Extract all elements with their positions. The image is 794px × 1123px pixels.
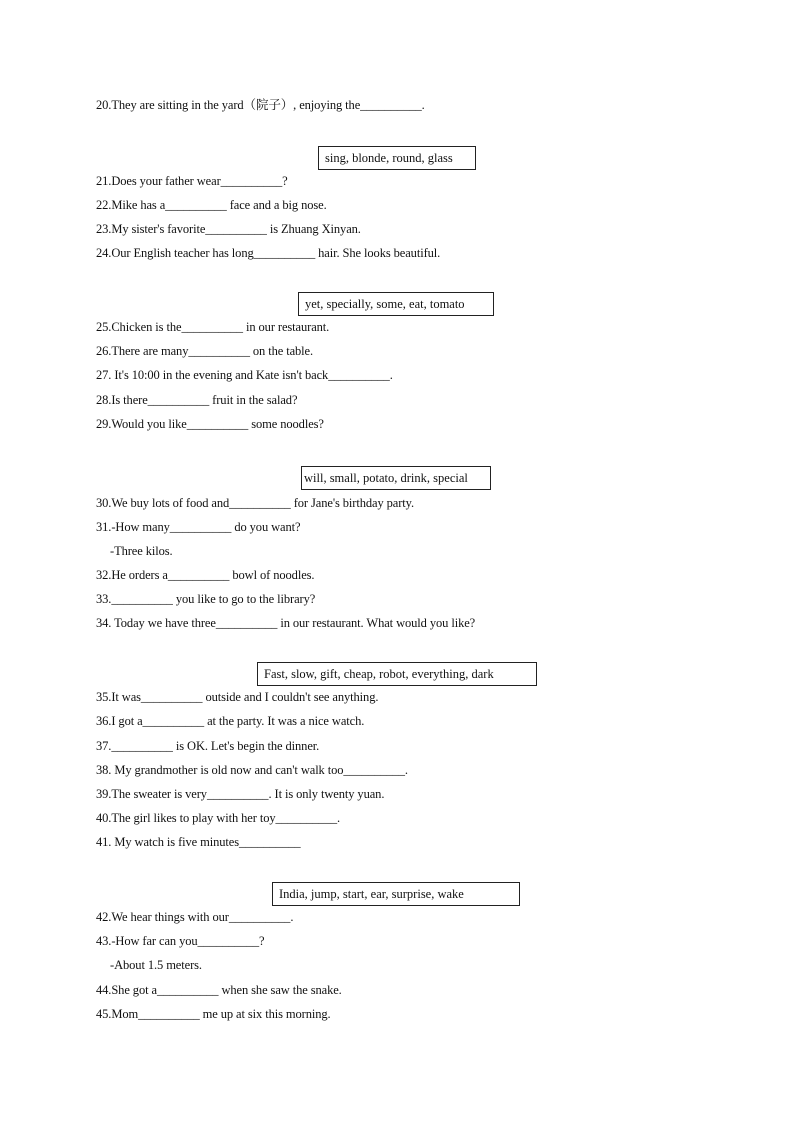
question-43: 43.-How far can you__________?	[96, 934, 265, 948]
question-37: 37.__________ is OK. Let's begin the dinner.	[96, 739, 320, 753]
word-bank-box-2: yet, specially, some, eat, tomato	[298, 292, 494, 316]
question-40: 40.The girl likes to play with her toy__________.	[96, 811, 341, 825]
word-bank-box-5: India, jump, start, ear, surprise, wake	[272, 882, 520, 906]
question-33: 33.__________ you like to go to the library?	[96, 592, 316, 606]
question-25: 25.Chicken is the__________ in our restaurant.	[96, 320, 330, 334]
question-26: 26.There are many__________ on the table.	[96, 344, 314, 358]
question-44: 44.She got a__________ when she saw the snake.	[96, 983, 342, 997]
question-42: 42.We hear things with our__________.	[96, 910, 294, 924]
question-34: 34. Today we have three__________ in our restaurant. What would you like?	[96, 616, 476, 630]
question-36: 36.I got a__________ at the party. It was a nice watch.	[96, 714, 365, 728]
answer-43: -About 1.5 meters.	[110, 958, 202, 972]
question-41: 41. My watch is five minutes__________	[96, 835, 301, 849]
answer-31: -Three kilos.	[110, 544, 173, 558]
question-38: 38. My grandmother is old now and can't walk too__________.	[96, 763, 408, 777]
question-32: 32.He orders a__________ bowl of noodles.	[96, 568, 315, 582]
question-21: 21.Does your father wear__________?	[96, 174, 288, 188]
question-23: 23.My sister's favorite__________ is Zhuang Xinyan.	[96, 222, 361, 236]
question-27: 27. It's 10:00 in the evening and Kate isn't back__________.	[96, 368, 393, 382]
word-bank-box-4: Fast, slow, gift, cheap, robot, everything, dark	[257, 662, 537, 686]
question-45: 45.Mom__________ me up at six this morning.	[96, 1007, 331, 1021]
question-24: 24.Our English teacher has long__________ hair. She looks beautiful.	[96, 246, 441, 260]
question-30: 30.We buy lots of food and__________ for Jane's birthday party.	[96, 496, 415, 510]
word-bank-box-1: sing, blonde, round, glass	[318, 146, 476, 170]
question-39: 39.The sweater is very__________. It is only twenty yuan.	[96, 787, 385, 801]
question-35: 35.It was__________ outside and I couldn't see anything.	[96, 690, 379, 704]
question-31: 31.-How many__________ do you want?	[96, 520, 301, 534]
question-29: 29.Would you like__________ some noodles?	[96, 417, 324, 431]
question-22: 22.Mike has a__________ face and a big nose.	[96, 198, 327, 212]
question-20: 20.They are sitting in the yard（院子）, enjoying the__________.	[96, 98, 425, 112]
question-28: 28.Is there__________ fruit in the salad?	[96, 393, 298, 407]
word-bank-box-3: will, small, potato, drink, special	[301, 466, 491, 490]
